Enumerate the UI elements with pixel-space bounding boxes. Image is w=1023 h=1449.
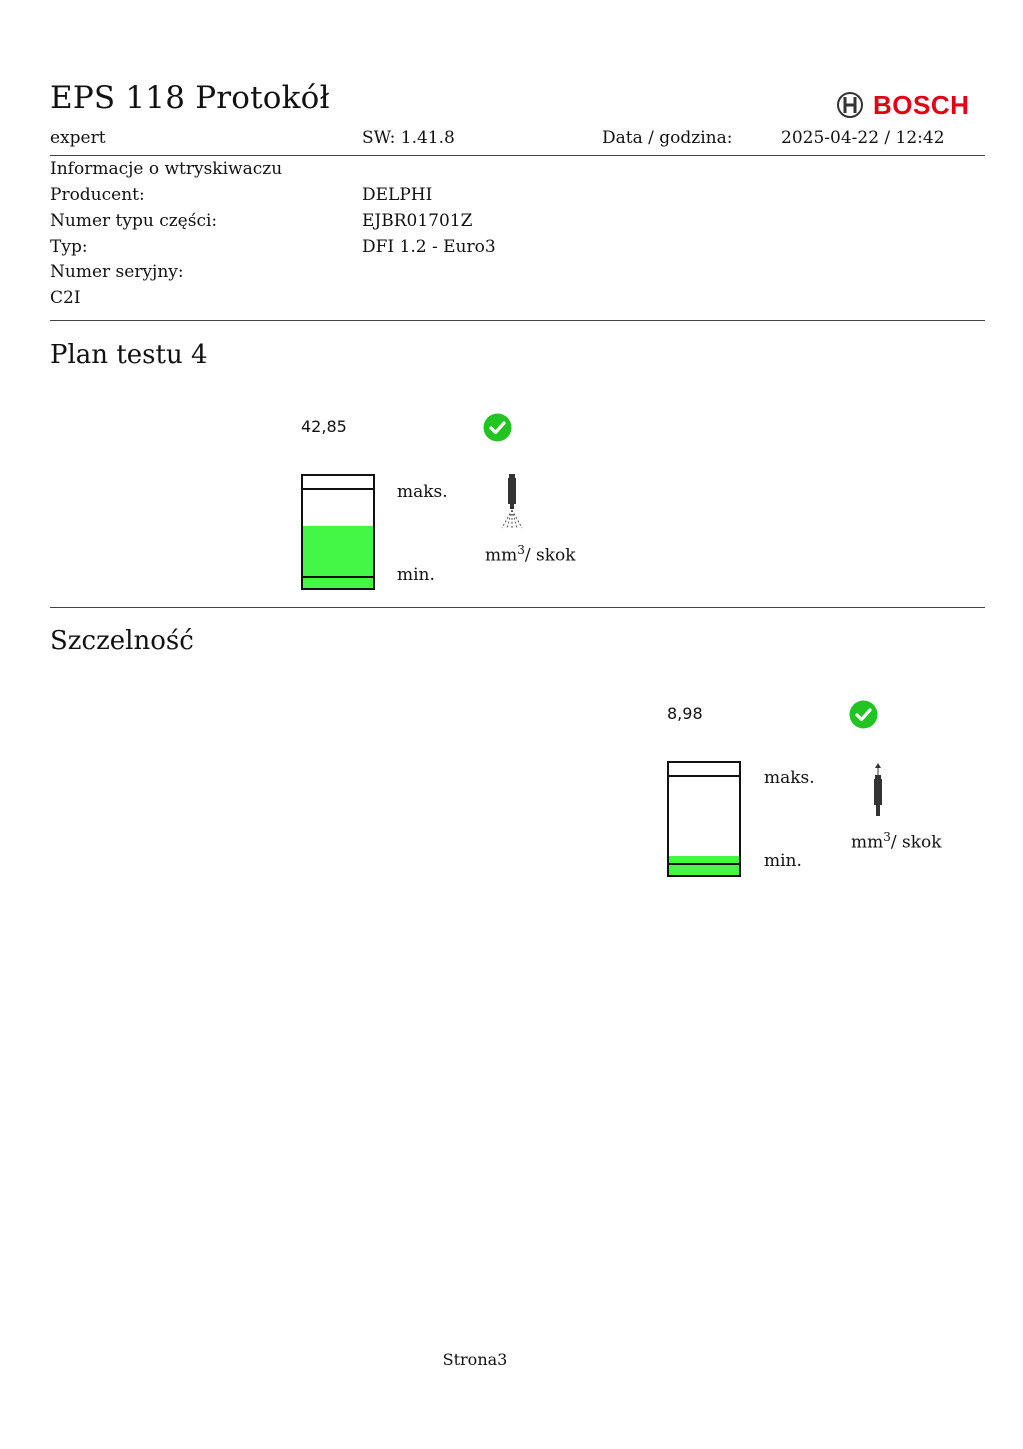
info-label-serial: Numer seryjny:	[50, 262, 184, 282]
info-label-type: Typ:	[50, 237, 88, 257]
injector-spray-icon	[496, 474, 528, 530]
page-number: Strona3	[442, 1350, 508, 1369]
test-plan-unit: $mm^3/$ skok	[485, 543, 576, 566]
info-label-part-number: Numer typu części:	[50, 211, 218, 231]
user-name: expert	[50, 128, 106, 148]
injector-leak-icon	[868, 763, 888, 819]
injector-code: C2I	[50, 288, 81, 308]
gauge-min-line	[669, 863, 739, 865]
bosch-logo	[836, 88, 969, 122]
status-ok-icon	[483, 413, 512, 442]
datetime-label: Data / godzina:	[602, 128, 733, 148]
section-title-leak: Szczelność	[50, 626, 194, 656]
gauge-max-label: maks.	[397, 482, 448, 502]
info-value-producer: DELPHI	[362, 185, 433, 205]
injector-info-heading: Informacje o wtryskiwaczu	[50, 159, 283, 179]
test-plan-gauge	[301, 474, 375, 590]
section-title-test-plan: Plan testu 4	[50, 340, 208, 370]
gauge-max-line	[669, 775, 739, 777]
info-value-part-number: EJBR01701Z	[362, 211, 473, 231]
gauge-min-label: min.	[764, 851, 802, 871]
page-title: EPS 118 Protokół	[50, 80, 330, 116]
gauge-fill	[303, 526, 373, 588]
section-divider	[50, 607, 985, 608]
gauge-max-line	[303, 488, 373, 490]
info-label-producer: Producent:	[50, 185, 145, 205]
gauge-min-label: min.	[397, 565, 435, 585]
bosch-emblem-icon	[836, 91, 864, 119]
gauge-min-line	[303, 576, 373, 578]
gauge-fill	[669, 856, 739, 875]
datetime-value: 2025-04-22 / 12:42	[781, 128, 945, 148]
info-value-type: DFI 1.2 - Euro3	[362, 237, 496, 257]
header-divider	[50, 155, 985, 156]
software-version: SW: 1.41.8	[362, 128, 455, 148]
test-plan-value: 42,85	[301, 417, 347, 436]
status-ok-icon	[849, 700, 878, 729]
gauge-max-label: maks.	[764, 768, 815, 788]
info-divider	[50, 320, 985, 321]
brand-name: BOSCH	[873, 89, 970, 120]
leak-gauge	[667, 761, 741, 877]
leak-unit: $mm^3/$ skok	[851, 830, 942, 853]
leak-value: 8,98	[667, 704, 703, 723]
